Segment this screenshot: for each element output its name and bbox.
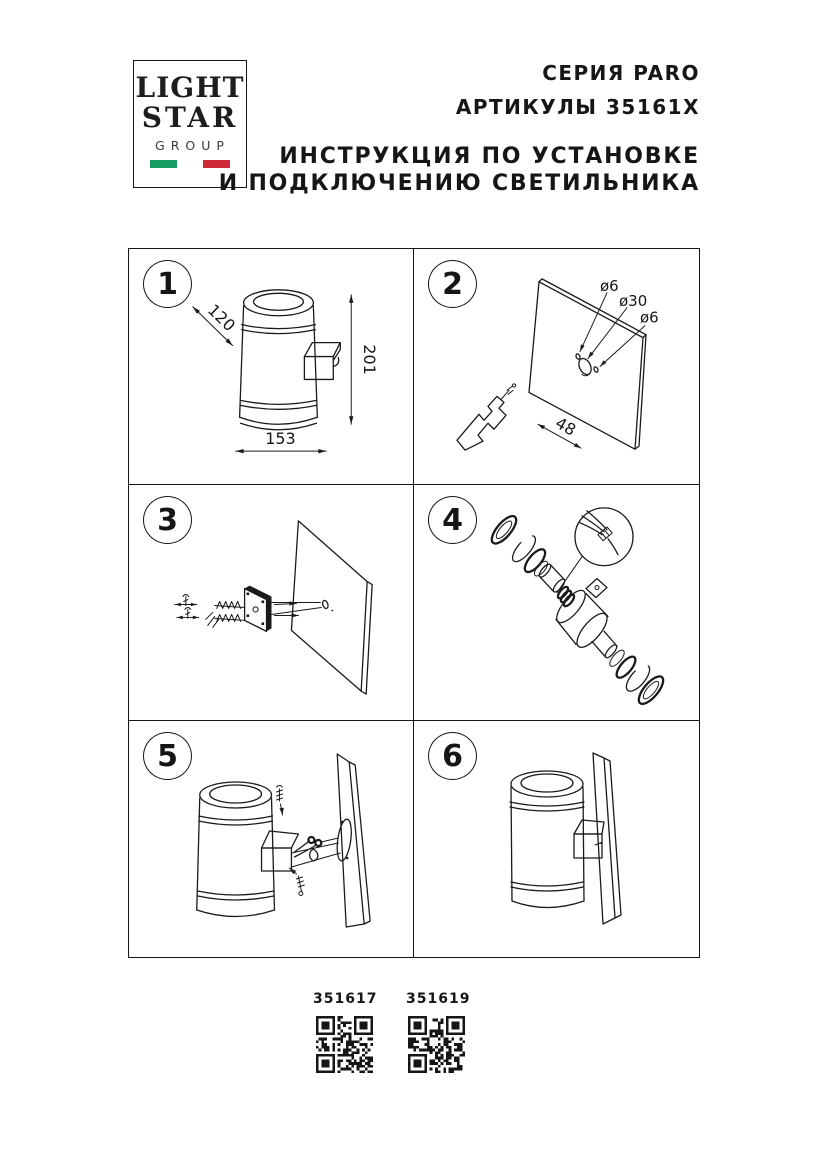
hole-diameter-label-right: ø6 [640, 308, 659, 327]
screw-icon [276, 786, 283, 816]
steps-grid [128, 248, 700, 958]
wire-connectors [291, 837, 340, 867]
instruction-title-line2: И ПОДКЛЮЧЕНИЮ СВЕТИЛЬНИКА [218, 171, 700, 196]
hole-diameter-label-center: ø30 [619, 291, 648, 310]
document-header [219, 56, 700, 197]
step-3-number: 3 [143, 496, 192, 544]
hole-spacing-label: 48 [552, 413, 580, 440]
series-title: СЕРИЯ PARO [542, 61, 700, 85]
trim-rings-bottom [607, 648, 667, 708]
step-5-number: 5 [143, 732, 192, 780]
logo-word-group: GROUP [155, 138, 230, 153]
logo-word-light: LIGHT [135, 71, 245, 104]
dimension-label-height: 201 [360, 344, 380, 375]
instruction-title-line1: ИНСТРУКЦИЯ ПО УСТАНОВКЕ [279, 144, 700, 169]
dimension-label-diameter: 120 [203, 300, 240, 336]
article-number-351619: 351619 [406, 991, 471, 1007]
step-4-number: 4 [428, 496, 477, 544]
step-1-panel [129, 249, 414, 485]
qr-code [408, 1016, 465, 1073]
qr-code [316, 1016, 373, 1073]
step-3-panel [129, 485, 414, 721]
screw-icon [177, 607, 199, 619]
step-2-number: 2 [428, 260, 477, 308]
drill-tool-outline [457, 396, 506, 450]
step-2-panel [414, 249, 699, 485]
dimension-label-width: 153 [265, 429, 296, 449]
logo-word-star: STAR [141, 101, 239, 134]
step-6-panel [414, 721, 699, 957]
trim-rings-top [488, 512, 550, 578]
instruction-title [219, 143, 700, 197]
hole-diameter-label-left: ø6 [600, 276, 619, 295]
articles-line: АРТИКУЛЫ 35161X [455, 95, 700, 119]
article-number-351617: 351617 [313, 991, 378, 1007]
screw-icon [289, 868, 304, 896]
step-1-number: 1 [143, 260, 192, 308]
step-4-panel [414, 485, 699, 721]
step-5-panel [129, 721, 414, 957]
step-6-number: 6 [428, 732, 477, 780]
screw-icon [175, 595, 197, 607]
